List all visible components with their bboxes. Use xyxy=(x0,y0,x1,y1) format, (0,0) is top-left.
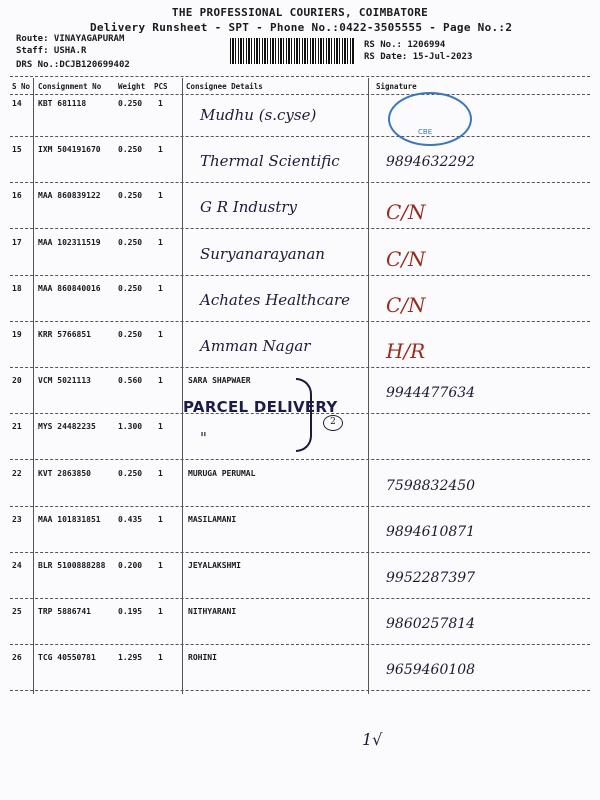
col-sno: S No xyxy=(12,82,31,91)
row-weight: 0.560 xyxy=(118,376,143,385)
col-signature: Signature xyxy=(376,82,417,91)
row-sno: 25 xyxy=(12,607,22,616)
row-consignment: KBT 681118 xyxy=(38,99,87,108)
delivery-stamp: CBE xyxy=(388,92,472,146)
row-handwritten-consignee: " xyxy=(200,429,207,447)
row-consignment: MAA 860839122 xyxy=(38,191,101,200)
row-sno: 16 xyxy=(12,191,22,200)
row-pcs: 1 xyxy=(158,653,163,662)
row-weight: 0.250 xyxy=(118,191,143,200)
col-weight: Weight xyxy=(118,82,146,91)
row-signature: 9894610871 xyxy=(386,524,476,540)
table-row xyxy=(0,464,600,504)
row-weight: 0.250 xyxy=(118,284,143,293)
row-sno: 26 xyxy=(12,653,22,662)
brace-mark xyxy=(296,378,312,452)
table-row xyxy=(0,186,600,226)
row-weight: 1.300 xyxy=(118,422,143,431)
table-row xyxy=(0,556,600,596)
row-pcs: 1 xyxy=(158,376,163,385)
row-pcs: 1 xyxy=(158,238,163,247)
row-weight: 0.195 xyxy=(118,607,143,616)
rs-number: RS No.: 1206994 xyxy=(364,40,446,50)
row-sno: 22 xyxy=(12,469,22,478)
staff-label: Staff: USHA.R xyxy=(16,46,87,56)
row-pcs: 1 xyxy=(158,284,163,293)
col-consignment: Consignment No xyxy=(38,82,102,91)
row-pcs: 1 xyxy=(158,422,163,431)
row-signature: C/N xyxy=(386,247,426,271)
table-row xyxy=(0,140,600,180)
table-row xyxy=(0,602,600,642)
drs-number: DRS No.:DCJB120699402 xyxy=(16,60,130,70)
row-weight: 0.250 xyxy=(118,238,143,247)
row-signature: C/N xyxy=(386,293,426,317)
row-signature: 9860257814 xyxy=(386,616,476,632)
row-sno: 20 xyxy=(12,376,22,385)
col-pcs: PCS xyxy=(154,82,168,91)
circled-number: 2 xyxy=(323,415,343,431)
table-row xyxy=(0,325,600,365)
row-sno: 19 xyxy=(12,330,22,339)
row-consignment: BLR 5100888288 xyxy=(38,561,106,570)
parcel-delivery-stamp: PARCEL DELIVERY xyxy=(183,398,338,416)
row-signature: C/N xyxy=(386,200,426,224)
row-weight: 0.250 xyxy=(118,145,143,154)
row-pcs: 1 xyxy=(158,191,163,200)
row-consignment: TRP 5886741 xyxy=(38,607,91,616)
row-handwritten-consignee: Achates Healthcare xyxy=(200,291,350,309)
row-pcs: 1 xyxy=(158,561,163,570)
row-sno: 15 xyxy=(12,145,22,154)
row-signature: 9659460108 xyxy=(386,662,476,678)
row-handwritten-consignee: Suryanarayanan xyxy=(200,245,325,263)
row-consignee: MASILAMANI xyxy=(188,515,237,524)
row-consignment: KRR 5766851 xyxy=(38,330,91,339)
row-pcs: 1 xyxy=(158,607,163,616)
row-consignment: MAA 101831851 xyxy=(38,515,101,524)
footer-mark: 1√ xyxy=(362,730,383,749)
row-consignment: MAA 102311519 xyxy=(38,238,101,247)
row-signature: 9944477634 xyxy=(386,385,476,401)
row-weight: 0.250 xyxy=(118,469,143,478)
row-consignee: JEYALAKSHMI xyxy=(188,561,241,570)
table-row xyxy=(0,510,600,550)
row-weight: 0.200 xyxy=(118,561,143,570)
row-consignment: VCM 5021113 xyxy=(38,376,91,385)
col-consignee: Consignee Details xyxy=(186,82,263,91)
row-sno: 14 xyxy=(12,99,22,108)
row-handwritten-consignee: Mudhu (s.cyse) xyxy=(200,106,317,124)
row-pcs: 1 xyxy=(158,515,163,524)
rs-date: RS Date: 15-Jul-2023 xyxy=(364,52,473,62)
row-consignment: KVT 2863850 xyxy=(38,469,91,478)
row-sno: 24 xyxy=(12,561,22,570)
row-consignment: IXM 504191670 xyxy=(38,145,101,154)
row-pcs: 1 xyxy=(158,469,163,478)
row-handwritten-consignee: Amman Nagar xyxy=(200,337,311,355)
row-handwritten-consignee: G R Industry xyxy=(200,198,298,216)
row-consignment: MYS 24482235 xyxy=(38,422,96,431)
row-pcs: 1 xyxy=(158,99,163,108)
row-signature: 9894632292 xyxy=(386,154,476,170)
row-consignee: MURUGA PERUMAL xyxy=(188,469,256,478)
route-label: Route: VINAYAGAPURAM xyxy=(16,34,125,44)
row-consignee: ROHINI xyxy=(188,653,217,662)
row-pcs: 1 xyxy=(158,330,163,339)
row-sno: 23 xyxy=(12,515,22,524)
row-sno: 18 xyxy=(12,284,22,293)
row-signature: 9952287397 xyxy=(386,570,476,586)
table-row xyxy=(0,233,600,273)
row-weight: 0.250 xyxy=(118,330,143,339)
row-weight: 0.250 xyxy=(118,99,143,108)
row-weight: 0.435 xyxy=(118,515,143,524)
row-signature: H/R xyxy=(386,339,426,363)
row-handwritten-consignee: Thermal Scientific xyxy=(200,152,340,170)
table-row xyxy=(0,279,600,319)
barcode xyxy=(230,38,354,64)
table-row xyxy=(0,94,600,134)
company-title: THE PROFESSIONAL COURIERS, COIMBATORE xyxy=(171,6,429,19)
row-weight: 1.295 xyxy=(118,653,143,662)
row-consignment: MAA 860840016 xyxy=(38,284,101,293)
row-signature: 7598832450 xyxy=(386,478,476,494)
row-sno: 17 xyxy=(12,238,22,247)
row-sno: 21 xyxy=(12,422,22,431)
row-consignee: NITHYARANI xyxy=(188,607,237,616)
runsheet-subtitle: Delivery Runsheet - SPT - Phone No.:0422-3505555 - Page No.:2 xyxy=(90,21,513,34)
row-pcs: 1 xyxy=(158,145,163,154)
row-consignment: TCG 40550781 xyxy=(38,653,96,662)
row-consignee: SARA SHAPWAER xyxy=(188,376,251,385)
table-row xyxy=(0,648,600,688)
